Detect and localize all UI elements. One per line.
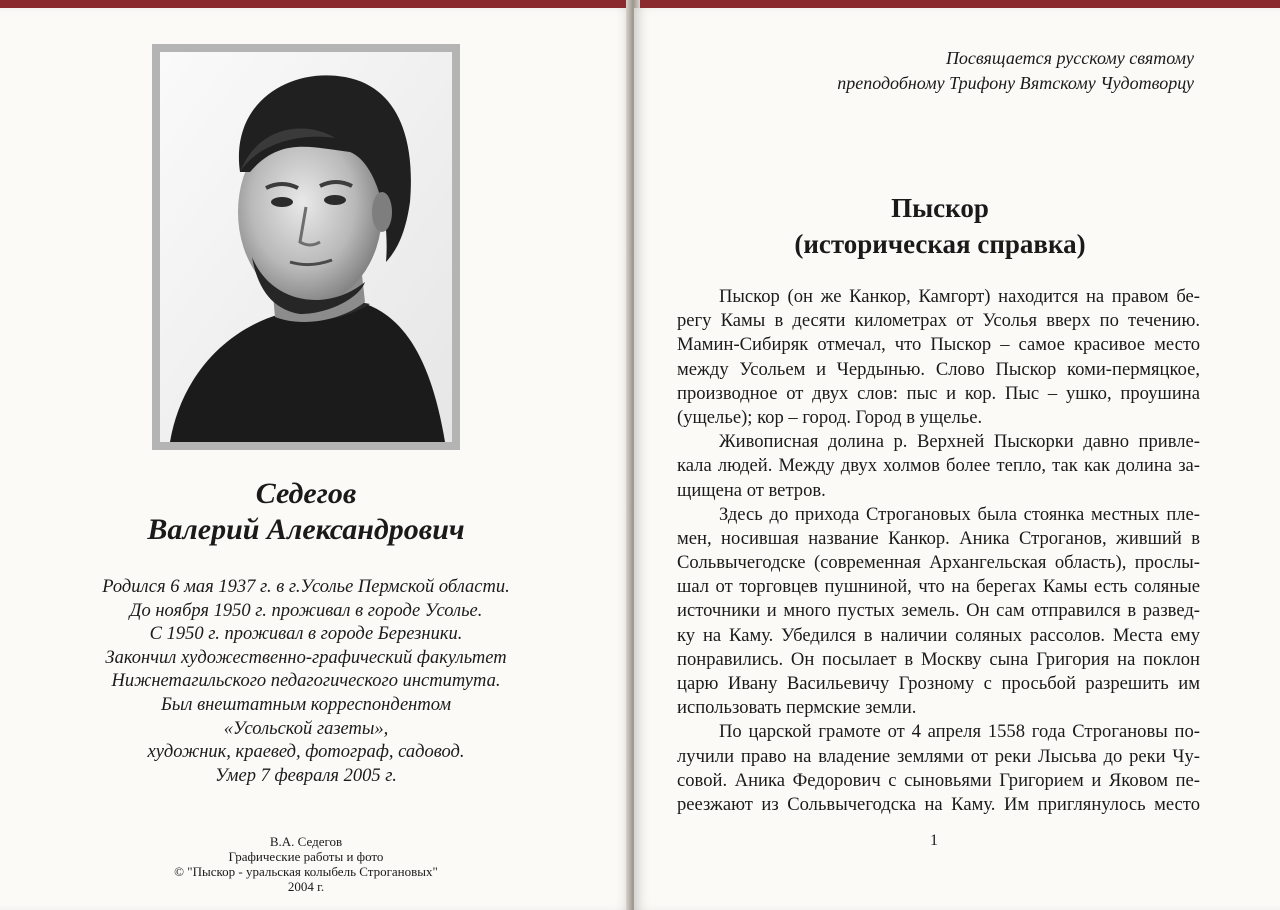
- author-given-names: Валерий Александрович: [147, 513, 465, 546]
- credit-line: © "Пыскор - уральская колыбель Строгановых": [174, 864, 438, 879]
- bio-line: Умер 7 февраля 2005 г.: [215, 765, 397, 786]
- bio-line: До ноября 1950 г. проживал в городе Усолье.: [129, 600, 483, 621]
- bio-line: Закончил художественно-графический факультет: [105, 647, 507, 668]
- credit-line: 2004 г.: [287, 879, 325, 894]
- bio-line: «Усольской газеты»,: [223, 718, 389, 739]
- text-line: мен, носившая название Канкор. Аника Строганов, живший в: [677, 527, 1200, 549]
- chapter-title: Пыскор: [891, 193, 989, 223]
- text-line: Сольвычегодске (современная Архангельская область), прослы-: [677, 552, 1200, 574]
- author-biography: [0, 576, 612, 788]
- text-line: источники и много пустых земель. Он сам отправился в развед-: [677, 600, 1200, 622]
- text-line: ку на Каму. Убедился в наличии соляных рассолов. Места ему: [677, 624, 1200, 646]
- text-line: царю Ивану Васильевичу Грозному с просьбой разрешить им: [677, 673, 1200, 694]
- bio-line: художник, краевед, фотограф, садовод.: [147, 742, 465, 763]
- page-number: 1: [930, 832, 938, 849]
- left-page: [0, 8, 632, 910]
- text-line: (ущелье); кор – город. Город в ущелье.: [677, 406, 983, 428]
- chapter-heading: [640, 190, 1240, 262]
- text-line: Мамин-Сибиряк отмечал, что Пыскор – самое красивое место: [677, 334, 1200, 356]
- author-portrait-image: [160, 52, 452, 442]
- credit-line: Графические работы и фото: [228, 849, 384, 864]
- credit-line: В.А. Седегов: [269, 834, 343, 849]
- dedication-line: преподобному Трифону Вятскому Чудотворцу: [837, 73, 1194, 93]
- text-line: регу Камы в десяти километрах от Усолья вверх по течению.: [677, 310, 1200, 332]
- text-line: использовать пермские земли.: [677, 697, 917, 719]
- dedication-line: Посвящается русскому святому: [945, 48, 1194, 68]
- book-credits: [0, 834, 612, 894]
- text-line: понравились. Он посылает в Москву сына Григория на поклон: [677, 648, 1200, 670]
- text-line: кала людей. Между двух холмов более тепло, так как долина за-: [677, 455, 1200, 477]
- text-line: шал от торговцев пушниной, что на берегах Камы есть соляные: [677, 576, 1200, 598]
- bio-line: Нижнетагильского педагогического института.: [111, 671, 501, 692]
- text-line: По царской грамоте от 4 апреля 1558 года Строгановы по-: [719, 721, 1200, 743]
- text-line: реезжают из Сольвычегодска на Каму. Им приглянулось место: [677, 793, 1200, 815]
- text-line: лучили право на владение землями от реки Лысьва до реки Чу-: [677, 745, 1200, 767]
- portrait-frame: [152, 44, 460, 450]
- body-text: [677, 285, 1200, 817]
- text-line: Живописная долина р. Верхней Пыскорки давно привле-: [719, 431, 1200, 453]
- text-line: производное от двух слов: пыс и кор. Пыс – ушко, проушина: [677, 382, 1200, 404]
- text-line: между Усольем и Чердынью. Слово Пыскор коми-пермяцкое,: [677, 358, 1200, 380]
- chapter-subtitle: (историческая справка): [794, 229, 1086, 259]
- bio-line: С 1950 г. проживал в городе Березники.: [149, 624, 463, 645]
- author-surname: Седегов: [255, 477, 357, 510]
- text-line: совой. Аника Федорович с сыновьями Григорием и Яковом пе-: [677, 769, 1200, 791]
- text-line: Здесь до прихода Строгановых была стоянка местных пле-: [719, 503, 1200, 525]
- text-line: щищена от ветров.: [677, 479, 826, 501]
- bio-line: Родился 6 мая 1937 г. в г.Усолье Пермской области.: [102, 577, 510, 597]
- dedication: [837, 46, 1194, 96]
- bio-line: Был внештатным корреспондентом: [160, 694, 452, 715]
- text-line: Пыскор (он же Канкор, Камгорт) находится на правом бе-: [719, 286, 1200, 307]
